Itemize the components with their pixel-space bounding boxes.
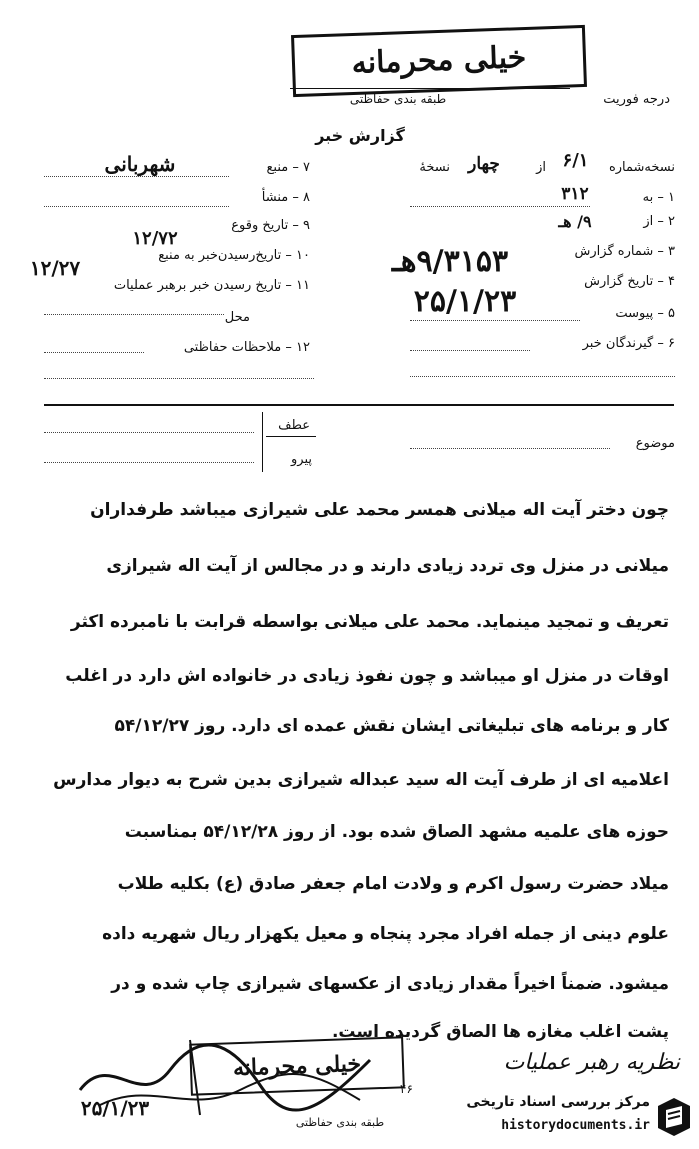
watermark-logo-icon xyxy=(654,1094,694,1138)
field-occurrence-label: ۹ – تاریخ وقوع xyxy=(231,218,310,233)
body-line: اعلامیه ای از طرف آیت اله سید عبداله شیرازی بدین شرح به دیوار مدارس xyxy=(53,770,669,790)
field-security-notes-label: ۱۲ – ملاحظات حفاظتی xyxy=(183,340,310,355)
field-extra-dots xyxy=(44,378,314,379)
atf-label: عطف xyxy=(278,418,310,433)
pirow-dots xyxy=(44,462,254,463)
report-number-handwritten: ۹/۳۱۵۳هـ xyxy=(391,244,509,279)
report-title: گزارش خبر xyxy=(315,126,405,145)
field-to-dots xyxy=(410,206,590,207)
field-arrival-leader-dots xyxy=(44,314,224,315)
body-line: اوقات در منزل او میباشد و چون نفوذ زیادی در خانواده اش دارد در اغلب xyxy=(65,666,669,686)
body-line: میلانی در منزل وی تردد زیادی دارند و در مجالس از آیت اله شیرازی xyxy=(106,556,669,576)
field-from-label: ۲ – از xyxy=(643,214,675,229)
copy-from-label: از xyxy=(536,160,546,175)
classification-caption-bottom: طبقه بندی حفاظتی xyxy=(295,1116,385,1129)
field-arrival-source-label: ۱۰ – تاریخ‌رسیدن‌خبر به منبع xyxy=(158,248,310,263)
field-to-label: ۱ – به xyxy=(642,190,675,205)
field-report-date-label: ۴ – تاریخ گزارش xyxy=(584,274,675,289)
field-source-dots xyxy=(44,176,229,177)
field-report-number-label: ۳ – شماره گزارش xyxy=(574,244,675,259)
report-date-handwritten: ۲۵/۱/۲۳ xyxy=(413,284,517,319)
body-line: میشود. ضمناً اخیراً مقدار زیادی از عکسهای شیرازی چاپ شده و در xyxy=(111,974,669,994)
signature-note: نظریه رهبر عملیات xyxy=(503,1050,680,1075)
bottom-date: ۲۵/۱/۲۳ xyxy=(80,1096,150,1120)
subject-label: موضوع xyxy=(635,436,675,451)
body-line: میلاد حضرت رسول اکرم و ولادت امام جعفر صادق (ع) بکلیه طلاب xyxy=(117,874,669,894)
field-arrival-source-value: ۱۲/۲۷ xyxy=(29,256,81,280)
body-line: پشت اغلب مغازه ها الصاق گردیده است. xyxy=(331,1022,669,1042)
body-line: حوزه های علمیه مشهد الصاق شده بود. از روز ۵۴/۱۲/۲۸ بمناسبت xyxy=(124,822,669,842)
field-recipients-dots-2 xyxy=(410,376,675,377)
body-line: کار و برنامه های تبلیغاتی ایشان نقش عمده ای دارد. روز ۵۴/۱۲/۲۷ xyxy=(114,716,669,736)
field-origin-dots xyxy=(44,206,229,207)
caption-rule xyxy=(290,88,570,89)
copy-number-value: ۶/۱ xyxy=(562,150,589,171)
copy-number-label: نسخه‌شماره xyxy=(608,160,675,175)
watermark-name: مرکز بررسی اسناد تاریخی xyxy=(466,1094,650,1110)
field-recipients-label: ۶ – گیرندگان خبر xyxy=(582,336,675,351)
field-from-value: ۹/ هـ xyxy=(558,212,592,231)
field-attachment-label: ۵ – پیوست xyxy=(615,306,675,321)
atf-rule xyxy=(266,436,316,437)
watermark-url: historydocuments.ir xyxy=(501,1118,650,1133)
field-source-value: شهربانی xyxy=(104,152,176,176)
bottom-code: ۴۶ xyxy=(400,1082,413,1096)
atf-vertical-rule xyxy=(262,412,263,472)
priority-label: درجه فوریت xyxy=(603,92,670,107)
body-line: علوم دینی از جمله افراد مجرد پنجاه و معیل یکهزار ریال شهریه داده xyxy=(102,924,669,944)
classification-caption: طبقه بندی حفاظتی xyxy=(349,92,447,106)
pirow-label: پیرو xyxy=(291,452,312,467)
body-line: تعریف و تمجید مینماید. محمد علی میلانی بواسطه قرابت با نامبرده اکثر xyxy=(70,612,669,632)
field-arrival-leader-label: ۱۱ – تاریخ رسیدن خبر برهبر عملیات xyxy=(113,278,310,293)
field-security-notes-dots xyxy=(44,352,144,353)
classification-stamp: خیلی محرمانه xyxy=(291,25,587,97)
field-source-label: ۷ – منبع xyxy=(266,160,310,175)
subject-dots xyxy=(410,448,610,449)
field-place-label: محل xyxy=(224,310,250,325)
copy-count-value: چهار xyxy=(468,154,500,174)
atf-dots xyxy=(44,432,254,433)
field-attachment-dots xyxy=(410,320,580,321)
copy-suffix-label: نسخهٔ xyxy=(419,160,450,175)
field-recipients-dots xyxy=(410,350,530,351)
field-origin-label: ۸ – منشأ xyxy=(261,190,310,205)
body-line: چون دختر آیت اله میلانی همسر محمد علی شیرازی میباشد طرفداران xyxy=(90,500,669,520)
classification-stamp-bottom: خیلی محرمانه xyxy=(189,1036,405,1095)
field-occurrence-value: ۱۲/۷۲ xyxy=(132,228,178,249)
field-to-value: ۳۱۲ xyxy=(561,184,589,204)
section-divider xyxy=(44,404,674,406)
